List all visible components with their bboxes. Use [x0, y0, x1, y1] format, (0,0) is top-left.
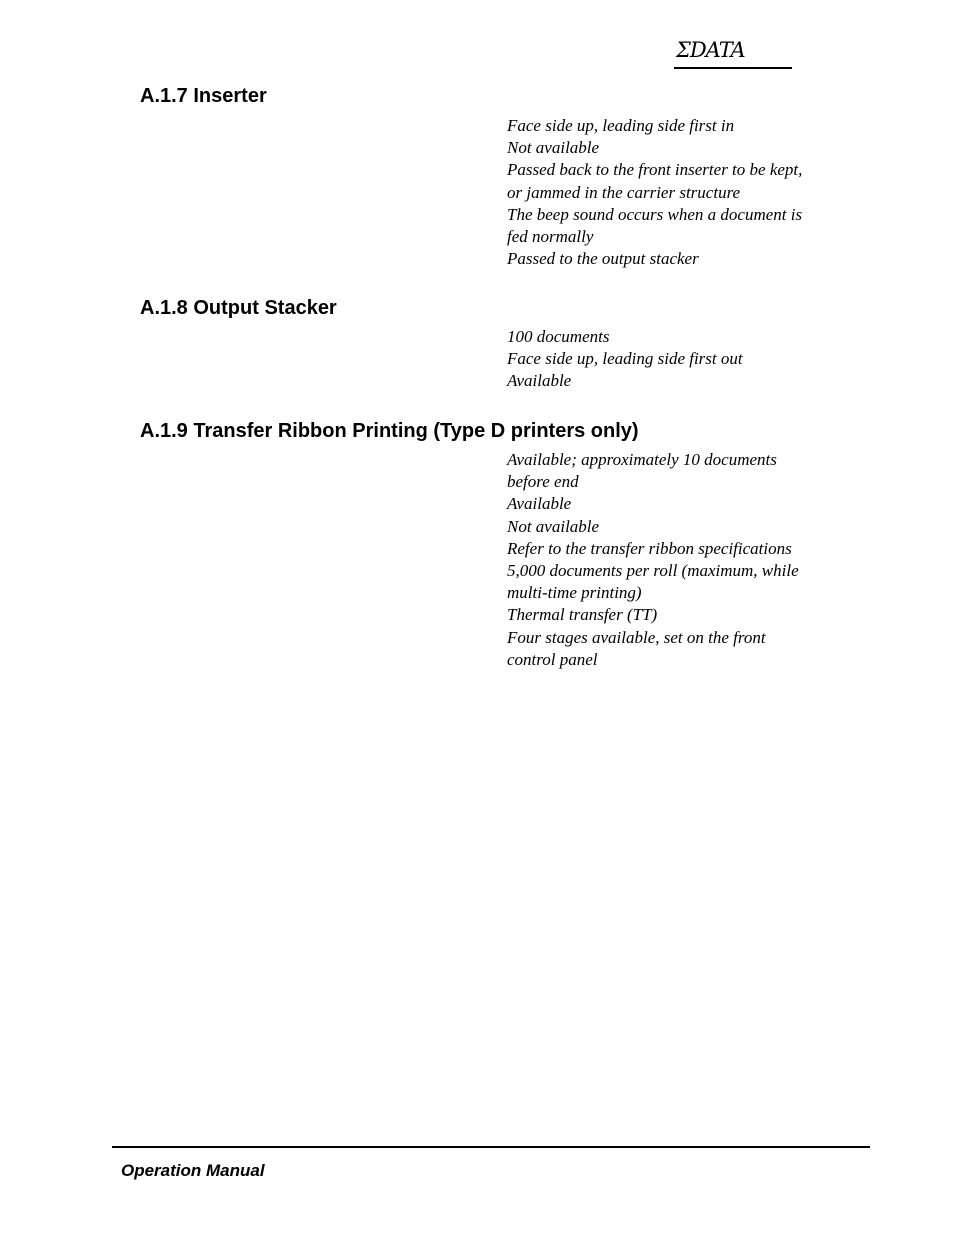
value-line: Refer to the transfer ribbon specifications	[507, 538, 792, 558]
value-line: Not available	[507, 516, 600, 536]
logo-underline	[674, 67, 792, 69]
value-line: fed normally	[507, 227, 594, 247]
footer-title: Operation Manual	[121, 1161, 265, 1180]
value-line: Face side up, leading side first out	[507, 349, 743, 369]
value-line: Four stages available, set on the front	[507, 627, 766, 647]
value-line: The beep sound occurs when a document is	[507, 204, 803, 224]
section-heading-output-stacker: A.1.8 Output Stacker	[140, 297, 337, 319]
logo-text: ΣDATA	[676, 38, 745, 62]
value-line: Not available	[507, 138, 600, 158]
value-line: 100 documents	[507, 327, 610, 346]
value-line: Available	[507, 494, 572, 514]
value-line: Available	[507, 371, 572, 391]
value-line: or jammed in the carrier structure	[507, 182, 741, 202]
value-line: 5,000 documents per roll (maximum, while	[507, 561, 799, 581]
value-line: Available; approximately 10 documents	[507, 450, 777, 469]
value-line: Passed to the output stacker	[507, 249, 699, 269]
section-values-transfer-ribbon	[507, 449, 799, 671]
value-line: Face side up, leading side first in	[507, 116, 735, 135]
section-values-inserter	[507, 115, 802, 270]
section-values-output-stacker	[507, 326, 743, 393]
value-line: Passed back to the front inserter to be kept,	[507, 160, 803, 180]
value-line: before end	[507, 472, 579, 492]
value-line: control panel	[507, 649, 598, 669]
footer-divider	[112, 1146, 870, 1148]
sigma-data-logo	[672, 36, 792, 70]
value-line: Thermal transfer (TT)	[507, 605, 658, 625]
value-line: multi-time printing)	[507, 583, 642, 603]
section-heading-transfer-ribbon: A.1.9 Transfer Ribbon Printing (Type D printers only)	[140, 420, 639, 442]
section-heading-inserter: A.1.7 Inserter	[140, 85, 267, 107]
